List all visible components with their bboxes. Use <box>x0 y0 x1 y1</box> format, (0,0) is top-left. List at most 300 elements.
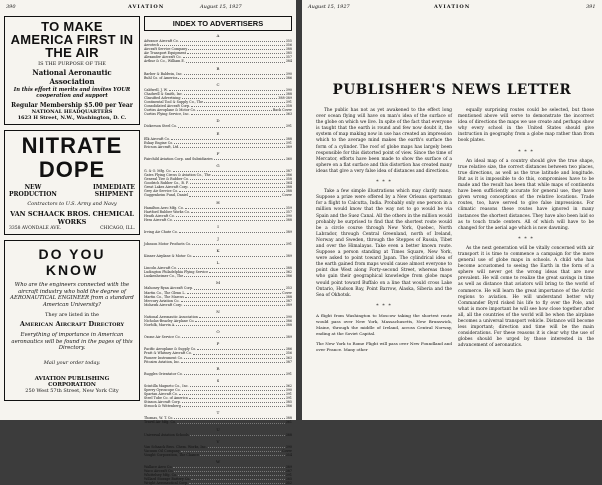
advertiser-name: Travel Air Mfg. Co. <box>144 420 177 425</box>
index-letter: P <box>216 341 220 347</box>
leader-dots <box>171 137 285 140</box>
leader-dots <box>190 384 285 387</box>
index-letter: I <box>217 223 219 229</box>
leader-dots <box>173 169 285 172</box>
index-letter: C <box>216 81 220 87</box>
index-letter: A <box>216 33 220 38</box>
advertiser-name: Buhl Co. of America <box>144 75 178 80</box>
leader-dots <box>193 351 285 354</box>
advertiser-page: 390 <box>285 71 292 76</box>
advertiser-name: Steel Tube Co. of America <box>144 396 188 401</box>
index-entry <box>144 360 292 364</box>
advertiser-page: 389 <box>285 335 292 340</box>
right-page <box>302 0 602 420</box>
directory-question: Who are the engineers connected with the aircraft industry who hold the degree of AERONAUTICAL ENGINEER from a standard American University? <box>10 282 134 308</box>
advertiser-page: 386 <box>285 404 292 409</box>
leader-dots <box>184 303 285 306</box>
leader-dots <box>182 388 285 391</box>
naa-advertisement <box>4 16 140 125</box>
index-letter: H <box>216 199 220 205</box>
leader-dots <box>184 372 285 375</box>
newsletter-column-2 <box>458 108 594 353</box>
advertiser-page: Cover <box>282 193 292 198</box>
advertiser-name: Nicholas-Beazley Airplane Co. <box>144 319 195 324</box>
index-letter: M <box>215 280 221 286</box>
leader-dots <box>191 210 285 213</box>
index-letter: N <box>216 308 220 314</box>
nitrate-company: VAN SCHAACK BROS. CHEMICAL WORKS <box>10 210 134 226</box>
advertiser-page: 361 <box>285 420 292 425</box>
advertiser-name: Waco Aircraft Co. <box>144 469 174 473</box>
nitrate-headline: NITRATE DOPE <box>21 133 123 182</box>
advertiser-name: Van Schaack Bros. Chem. Works, Inc. <box>144 444 207 449</box>
col2-paragraph: equally surprising routes could be selected, but those mentioned above will serve to demonstrate the incorrect idea of directions the maps we use create and perhaps show why every school in the United States should give instruction in geography from a globe map rather than from book plates. <box>458 108 594 144</box>
advertiser-name: National Aeronautic Association <box>144 314 198 319</box>
leader-dots <box>182 335 285 338</box>
leader-dots <box>184 274 284 277</box>
advertiser-name: Air Transport Equipment <box>144 51 186 56</box>
advertiser-page: 388 <box>285 189 292 194</box>
leader-dots <box>169 88 285 91</box>
advertiser-name: Spartan Aircraft Co. <box>144 391 178 396</box>
advertiser-page: 385 <box>285 51 292 56</box>
advertiser-page: 389 <box>285 254 292 259</box>
index-letter: G <box>216 162 220 168</box>
advertiser-page: 389 <box>285 229 292 234</box>
leader-dots <box>179 189 285 192</box>
leader-dots <box>179 392 285 395</box>
index-entry <box>144 433 292 437</box>
col2-paragraph: An ideal map of a country should give the true shape, true relative size, the correct distances between two places, true directions, as well as the true latitude and longitude. But as it is impossible to do this, compromises have to be made and the result has been that while maps of continents have been sufficiently accurate for general use, they have given wrong conceptions of the relative locations. Trade routes, too, have served to give false impressions. For climatic reasons these routes have ignored in many instances the shortest distances. They have also been laid so as to touch trade centers. All of which will have to be changed for the aerial age which is now dawning. <box>458 158 594 231</box>
nitrate-left2: PRODUCTION <box>9 191 57 198</box>
leader-dots <box>188 47 284 50</box>
leader-dots <box>176 323 284 326</box>
advertiser-page: 362 <box>285 270 292 275</box>
section-divider: * * * <box>518 148 534 155</box>
advertiser-name: Hamilton Aero Mfg. Co. <box>144 205 184 210</box>
advertiser-name: Caldwell, J. W. <box>144 87 168 92</box>
advertiser-name: Aerotech <box>144 43 160 48</box>
index-entry <box>144 420 292 424</box>
index-letter: D <box>216 118 220 124</box>
advertiser-page: 390 <box>285 444 292 449</box>
advertiser-page: 363 <box>285 355 292 360</box>
left-page <box>0 0 296 485</box>
naa-fee: Regular Membership $5.00 per Year <box>11 102 133 109</box>
advertiser-name: Vacuum Oil Company <box>144 448 180 453</box>
index-letter: L <box>216 260 220 266</box>
advertiser-name: Mohawk Aircraft Corp. <box>144 302 183 307</box>
advertiser-name: Stinson Aircraft Corp. <box>144 400 181 405</box>
advertiser-page: 388 <box>285 416 292 421</box>
advertiser-page: Back Cover <box>272 108 292 113</box>
nitrate-right2: SHIPMENT <box>94 191 134 198</box>
leader-dots <box>182 96 278 99</box>
leader-dots <box>178 266 285 269</box>
leader-dots <box>178 124 285 127</box>
advertiser-page: 388 <box>285 217 292 222</box>
advertiser-page: Cover <box>282 448 292 453</box>
advertiser-name: Stroock & Wittenberg <box>144 404 181 409</box>
leader-dots <box>181 299 285 302</box>
advertiser-name: Eskay Engine Co. <box>144 140 174 145</box>
advertiser-name: Grey Air Service Co. <box>144 189 179 194</box>
leader-dots <box>214 157 285 160</box>
advertiser-page: 388 <box>285 294 292 299</box>
advertiser-page: 391 <box>285 396 292 401</box>
advertiser-page: 388 <box>285 185 292 190</box>
leader-dots <box>195 319 284 322</box>
leader-dots <box>191 104 285 107</box>
advertiser-name: Elk Aircraft Co. <box>144 136 170 141</box>
naa-interest: In this effort it merits and invites YOUR cooperation and support <box>13 87 131 99</box>
advertiser-page: 352 <box>285 481 292 485</box>
leader-dots <box>189 481 285 484</box>
col1-paragraph: The New York to Rome Flight will pass over New Foundland and over France. Many other <box>316 341 452 353</box>
advertiser-name: Scintilla Magneto Co., Inc. <box>144 383 189 388</box>
leader-dots <box>179 230 285 233</box>
advertiser-name: Fairchild Aviation Corp. and Subsidiaries <box>144 156 213 161</box>
advertiser-name: Pioneer Instrument Co. <box>144 355 184 360</box>
index-letter: U <box>216 426 220 432</box>
section-divider: * * * <box>376 302 392 309</box>
advertiser-page: 386 <box>285 172 292 177</box>
advertiser-name: Whittelsey Mfg. Co. <box>144 473 178 478</box>
advertiser-page: 358 <box>285 104 292 109</box>
advertiser-name: Sperry Gyroscope Co. <box>144 387 181 392</box>
advertiser-name: Willard Storage Battery Co. <box>144 477 191 482</box>
leader-dots <box>200 453 285 456</box>
advertiser-name: Hess Aircraft Co. <box>144 217 173 222</box>
leader-dots <box>186 59 285 62</box>
leader-dots <box>190 185 285 188</box>
advertiser-name: Mercury Aviation Co. <box>144 298 180 303</box>
advertiser-name: Pratt & Whitney Aircraft Co. <box>144 351 192 356</box>
index-entry <box>144 323 292 327</box>
advertiser-page: 391 <box>285 371 292 376</box>
leader-dots <box>181 360 284 363</box>
advertiser-name: Barber & Baldwin, Inc. <box>144 71 183 76</box>
advertiser-name: Classified Advertising <box>144 95 181 100</box>
index-entry <box>144 453 292 457</box>
advertiser-name: Curtiss Aeroplane & Motor Co. <box>144 108 196 113</box>
directory-listed: They are listed in the <box>45 312 99 318</box>
advertiser-page: 391 <box>285 242 292 246</box>
advertiser-name: Ozone Air Service Co. <box>144 335 181 340</box>
index-letter: O <box>216 329 220 335</box>
leader-dots <box>174 218 285 221</box>
leader-dots <box>187 51 285 54</box>
advertiser-page: 388 <box>285 136 292 141</box>
index-entry <box>144 145 292 149</box>
advertiser-name: Chadwell & Smith, Inc. <box>144 91 183 96</box>
directory-headline: DO YOU KNOW <box>38 246 106 278</box>
advertiser-name: Advance Aircraft Co. <box>144 39 179 43</box>
directory-importance: Everything of importance in American aeronautics will be found in the pages of this Directory. <box>11 332 133 351</box>
advertiser-name: Arthur & Co., William E. <box>144 59 185 64</box>
leader-dots <box>174 141 284 144</box>
advertiser-name: Goodrich Rubber Co., B. F. <box>144 181 189 186</box>
advertiser-name: Consolidated Aircraft Corp. <box>144 104 191 109</box>
advertiser-name: Ludington Philadelphia Flying Service <box>144 270 209 275</box>
advertiser-page: 388 <box>285 47 292 52</box>
index-entry <box>144 335 292 339</box>
advertiser-page: 385 <box>285 477 292 482</box>
advertiser-page: 356 <box>285 351 292 356</box>
advertiser-page: 388 <box>285 432 292 437</box>
index-entry <box>144 254 292 258</box>
index-letter: E <box>216 130 220 136</box>
advertiser-name: Norfolk, Marvin A. <box>144 323 176 328</box>
advertiser-name: Pacific Aeroplane & Supply Co. <box>144 347 197 352</box>
advertiser-name: Thomas, W. T. Co. <box>144 416 174 421</box>
advertiser-name: Martin Co., The Glenn L. <box>144 290 186 295</box>
index-letter: V <box>216 438 220 444</box>
advertiser-page: 389 <box>285 144 292 149</box>
right-date: August 15, 1927 <box>308 4 350 10</box>
naa-headline: TO MAKE AMERICA FIRST IN THE AIR <box>10 19 134 60</box>
advertiser-page: 358 <box>285 177 292 182</box>
leader-dots <box>184 92 285 95</box>
leader-dots <box>185 206 285 209</box>
leader-dots <box>208 445 285 448</box>
naa-org: National Aeronautic Association <box>32 68 112 86</box>
advertiser-page: 388-389 <box>278 95 292 100</box>
advertiser-page: 360 <box>285 156 292 161</box>
nitrate-dope-advertisement <box>4 130 140 235</box>
index-entry <box>144 59 292 63</box>
advertiser-name: G. & O. Mfg. Co. <box>144 168 172 173</box>
index-entry <box>144 303 292 307</box>
nitrate-contractors: Contractors to U.S. Army and Navy <box>27 201 117 207</box>
col1-paragraph: The public has not as yet awakened to the effect long over ocean flying will have on man's idea of the surface of the globe on which we live. In spite of the fact that everyone is taught that the earth is round and few now doubt it, the system of map making now in use has created an impression which to the average mind makes the earth's surface the form of a cylinder. The roof of globe maps has largely been responsible for this distorted point of view. Since the time of Mercator, efforts have been made to show the surface of a sphere on a flat surface and this distortion has created many ideas that give a very false idea of distances and directions. <box>316 108 452 174</box>
advertiser-page: 391 <box>285 473 292 478</box>
directory-mail: Mail your order today. <box>43 359 101 366</box>
advertiser-page: 359 <box>285 205 292 210</box>
index-entry <box>144 230 292 234</box>
advertiser-name: Curtiss Flying Service, Inc. <box>144 112 190 117</box>
advertiser-name: Hartford Rubber Works Co. <box>144 209 191 214</box>
advertiser-page: 387 <box>285 298 292 303</box>
index-letter: R <box>216 365 220 371</box>
index-letter: J <box>217 236 219 241</box>
leader-dots <box>189 193 281 196</box>
index-letter: F <box>216 150 220 156</box>
leader-dots <box>190 433 285 436</box>
leader-dots <box>177 420 285 423</box>
leader-dots <box>160 43 285 46</box>
advertiser-name: Lunkenheimer Co., The <box>144 274 184 279</box>
advertiser-page: 363 <box>285 112 292 117</box>
advertiser-page: 390 <box>285 87 292 92</box>
leader-dots <box>204 100 285 103</box>
advertiser-page: 355 <box>285 39 292 43</box>
index-letter: K <box>216 248 220 254</box>
advertiser-page: 389 <box>285 464 292 469</box>
advertiser-name: Pitcairn Aviation, Inc. <box>144 359 181 364</box>
section-divider: * * * <box>376 179 392 186</box>
leader-dots <box>189 396 285 399</box>
index-entry <box>144 193 292 197</box>
advertiser-page: 391 <box>285 124 292 129</box>
right-page-number: 391 <box>586 4 596 10</box>
leader-dots <box>184 356 285 359</box>
index-entry <box>144 481 292 485</box>
leader-dots <box>178 76 284 79</box>
advertiser-page: 390 <box>285 314 292 319</box>
leader-dots <box>180 39 285 42</box>
advertiser-page: 386 <box>285 347 292 352</box>
leader-dots <box>191 477 284 480</box>
advertiser-name: Ericson Aircraft, Ltd. <box>144 144 180 149</box>
left-date: August 15, 1927 <box>200 4 242 10</box>
col1-paragraph: Take a few simple illustrations which may clarify many. Suppose a prize were offered by a New Orleans sportsman for a flight to Calcutta, India. Probably only one person in a million would know that the way not to go would be via Spain and the Suez Canal. All the others in the million would probably be surprised to find that the shortest route would be a circle course through New York, Quebec, North Labrador, through Central Greenland, north of Ireland, Norway and Sweden, through the Steppes of Russia, Tibet and over the Himalayas. Take even a better known route. Suppose a person standing at Times Square, New York, were asked to point toward Japan. The cylindrical idea of the earth gained from maps would cause almost everyone to point due West along Forty-second Street, whereas those who gain their geographical knowledge from globe maps would point toward Buffalo on a line that would cross Lake Ontario, Hudson Bay, Point Barrow, Alaska, Siberia and the Sea of Okhotsk. <box>316 189 452 298</box>
leader-dots <box>181 449 281 452</box>
leader-dots <box>185 295 285 298</box>
advertiser-page: 387 <box>285 168 292 173</box>
leader-dots <box>182 404 285 407</box>
leader-dots <box>190 181 285 184</box>
left-page-number: 390 <box>6 4 16 10</box>
index-entry <box>144 124 292 128</box>
leader-dots <box>173 465 284 468</box>
advertiser-name: Wright Aeronautical Corp. <box>144 481 189 485</box>
advertiser-name: Martin Co., The Marcus <box>144 294 184 299</box>
nitrate-addr-left: 3358 AVONDALE AVE. <box>9 226 62 231</box>
advertiser-page: 391 <box>285 391 292 396</box>
directory-company: AVIATION PUBLISHING CORPORATION <box>34 375 110 388</box>
leader-dots <box>192 242 285 245</box>
advertiser-name: Johnson Motor Products Co. <box>144 242 192 246</box>
advertiser-name: Vought Corporation, The Chance <box>144 452 199 457</box>
advertiser-page: 357 <box>285 209 292 214</box>
col2-paragraph: As the next generation will be vitally concerned with air transport it is time to commence a campaign for the more general use of globe maps in schools. A child who has become accustomed to seeing the Earth in the form of a sphere will never get the wrong ideas that are now prevalent. He will come to realize the great savings in time as well as distance that aviators will bring to the world of commerce. He will learn the great importance of the Arctic regions to aviation. He will understand better why Commander Byrd risked his life to fly over the Pole, and what is more important he will see how close together after all, all the countries of the world will be when the airplane becomes a universal transport vehicle. Distance will become less important; direction and time will be the main considerations. For these reasons it is clear why the use of globes should be urged by those interested in the advancement of aeronautics. <box>458 245 594 349</box>
leader-dots <box>174 416 284 419</box>
advertiser-name: Lincoln Aircraft Co. <box>144 266 177 271</box>
advertiser-name: Irving Air Chute Co. <box>144 229 178 234</box>
advertiser-page: 353 <box>285 286 292 291</box>
left-running-title: AVIATION <box>128 4 165 10</box>
index-entry <box>144 218 292 222</box>
advertiser-page: 391 <box>285 140 292 145</box>
leader-dots <box>183 55 285 58</box>
advertiser-page: 357 <box>285 55 292 60</box>
advertiser-page: 386 <box>285 274 292 279</box>
naa-address: 1623 H Street, N.W., Washington, D. C. <box>17 115 127 121</box>
section-divider: * * * <box>518 235 534 242</box>
nitrate-addr-right: CHICAGO, ILL. <box>100 226 135 231</box>
advertiser-name: General Tire & Rubber Co. <box>144 177 190 182</box>
leader-dots <box>174 469 284 472</box>
index-entry <box>144 76 292 80</box>
advertiser-page: 364 <box>285 181 292 186</box>
leader-dots <box>197 347 284 350</box>
advertiser-page: 388 <box>285 266 292 271</box>
newsletter-column-1 <box>316 108 452 357</box>
leader-dots <box>187 291 282 294</box>
advertiser-name: Heath Aircraft Co. <box>144 213 175 218</box>
advertiser-index <box>144 16 292 485</box>
advertiser-page: 386 <box>285 75 292 80</box>
directory-name: American Aircraft Directory <box>19 320 125 328</box>
leader-dots <box>178 473 285 476</box>
advertiser-name: Dickerson Steel Co. <box>144 124 178 129</box>
advertiser-name: Wallace Aero Co. <box>144 464 173 469</box>
leader-dots <box>197 108 272 111</box>
index-body <box>144 33 292 485</box>
advertiser-page: 390 <box>285 213 292 218</box>
index-letter: B <box>216 65 220 71</box>
advertiser-name: Universal Aviation Schools <box>144 432 189 437</box>
index-entry <box>144 242 292 246</box>
advertiser-page: 354 <box>285 452 292 457</box>
advertiser-page: 356 <box>285 43 292 48</box>
advertiser-name: Guggenheim Fund, Daniel <box>144 193 188 198</box>
index-entry <box>144 404 292 408</box>
leader-dots <box>194 286 285 289</box>
index-letter: T <box>216 410 220 416</box>
advertiser-name: Ruggles Orientator Co. <box>144 371 183 376</box>
advertiser-page: 385 <box>285 400 292 405</box>
leader-dots <box>191 112 285 115</box>
advertiser-page: 389 <box>285 302 292 307</box>
advertiser-page: 387 <box>285 469 292 473</box>
advertiser-name: Alexander Aircraft Co. <box>144 55 182 60</box>
advertiser-name: Continental Tool & Supply Co., The <box>144 100 204 105</box>
directory-advertisement <box>4 240 140 401</box>
index-entry <box>144 372 292 376</box>
advertiser-name: Kinner Airplane & Motor Co. <box>144 254 193 259</box>
advertiser-page: 391 <box>285 100 292 105</box>
advertiser-page: 384 <box>285 59 292 64</box>
naa-sub: IS THE PURPOSE OF THE <box>38 61 106 67</box>
advertiser-page: 362 <box>285 383 292 388</box>
leader-dots <box>209 270 285 273</box>
advertiser-name: Mahoney-Ryan Aircraft Corp. <box>144 286 194 291</box>
advertiser-page: 386 <box>285 319 292 324</box>
leader-dots <box>184 72 285 75</box>
advertiser-page: 388 <box>285 323 292 328</box>
advertiser-name: Aircraft Service Company <box>144 47 188 52</box>
leader-dots <box>193 254 284 257</box>
leader-dots <box>182 400 285 403</box>
advertiser-name: Great Lakes Aircraft Corp. <box>144 185 189 190</box>
advertiser-page: 387 <box>285 359 292 364</box>
leader-dots <box>176 214 285 217</box>
leader-dots <box>180 145 284 148</box>
right-running-title: AVIATION <box>434 4 471 10</box>
nitrate-left1: NEW <box>24 184 42 191</box>
advertiser-page: Cover <box>282 290 292 295</box>
naa-hq: NATIONAL HEADQUARTERS <box>31 109 113 115</box>
index-letter: S <box>216 377 220 383</box>
index-entry <box>144 274 292 278</box>
advertisement-column <box>4 16 140 406</box>
index-letter: W <box>215 458 221 464</box>
leader-dots <box>199 315 285 318</box>
advertiser-page: 388 <box>285 91 292 96</box>
newsletter-title: PUBLISHER'S NEWS LETTER <box>332 82 572 98</box>
index-entry <box>144 157 292 161</box>
leader-dots <box>190 177 285 180</box>
nitrate-right1: IMMEDIATE <box>92 184 135 191</box>
leader-dots <box>212 173 285 176</box>
advertiser-page: 390 <box>285 387 292 392</box>
directory-address: 250 West 57th Street, New York City <box>25 387 119 394</box>
col1-paragraph: A flight from Washington to Moscow taking the shortest route would pass over New York, Massachusetts, New Brunswick, Maine, through the middle of Ireland, across Central Norway, ending at the Soviet Capital. <box>316 312 452 337</box>
advertiser-name: Gates Flying Circus & Aviation Co., The <box>144 172 211 177</box>
index-title: INDEX TO ADVERTISERS <box>144 16 292 31</box>
